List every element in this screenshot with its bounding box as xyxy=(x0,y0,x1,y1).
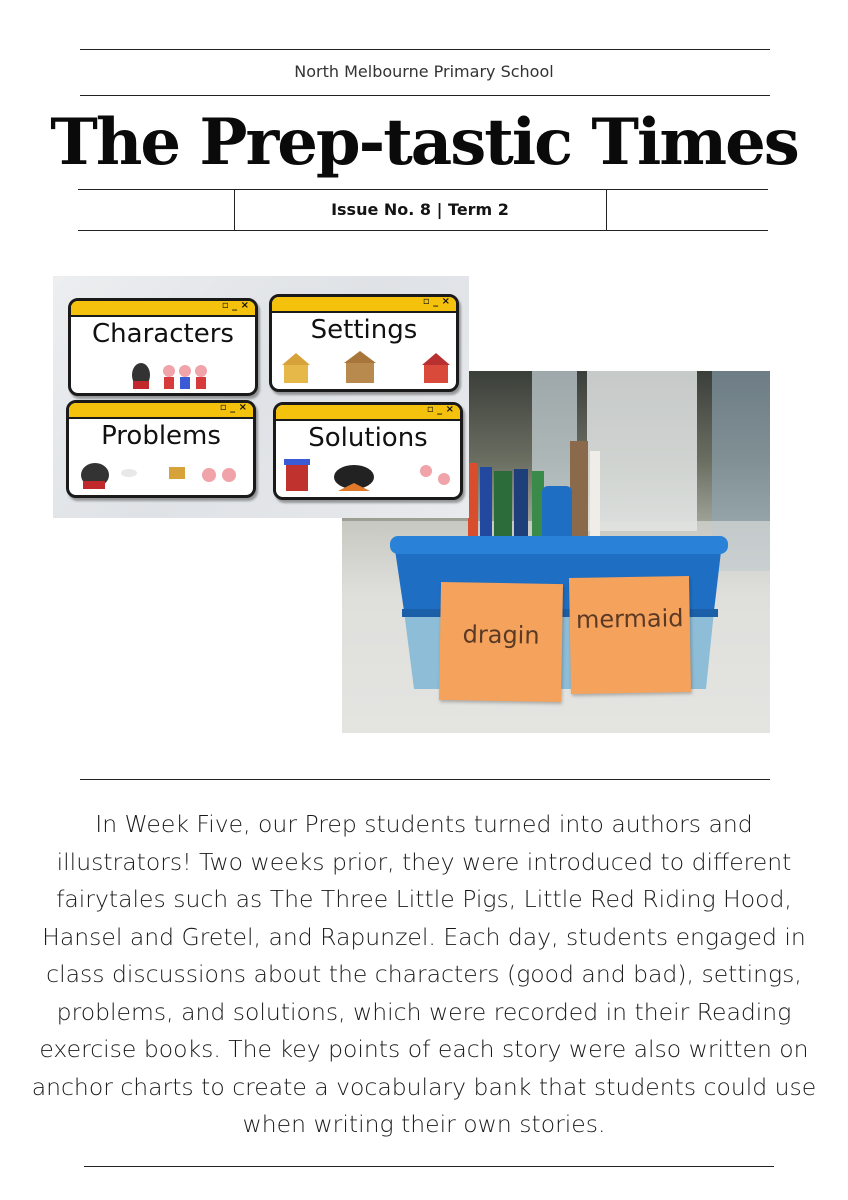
issue-box-right-divider xyxy=(606,189,607,230)
chimney-and-pot-icon xyxy=(276,457,460,495)
article-top-rule xyxy=(80,779,770,780)
card-titlebar xyxy=(272,297,456,313)
card-solutions-label: Solutions xyxy=(308,423,428,453)
sticky-note-dragin xyxy=(439,582,563,702)
card-characters-label: Characters xyxy=(92,319,234,349)
newsletter-title: The Prep-tastic Times xyxy=(50,105,798,180)
issue-label: Issue No. 8 | Term 2 xyxy=(331,200,509,219)
masthead-top-rule xyxy=(80,49,770,50)
article-body: In Week Five, our Prep students turned into authors and illustrators! Two weeks prior, they were introduced to different fairytales such as The Three Little Pigs, Little Red Riding Hood, Hansel and Gretel, and Rapunzel. Each day, students engaged in class discussions about the characters (good and bad), settings, problems, and solutions, which were recorded in their Reading exercise books. The key points of each story were also written on anchor charts to create a vocabulary bank that students could use when writing their own stories. xyxy=(31,810,817,1138)
card-problems-label: Problems xyxy=(101,421,221,451)
wolf-blowing-icon xyxy=(69,455,253,493)
card-titlebar xyxy=(71,301,255,317)
card-titlebar xyxy=(69,403,253,419)
issue-box-bottom-rule xyxy=(78,230,768,231)
masthead-mid-rule xyxy=(80,95,770,96)
sticky-note-mermaid xyxy=(569,576,691,694)
window-buttons-icon: ▫ _ × xyxy=(221,300,249,311)
school-name: North Melbourne Primary School xyxy=(294,62,554,81)
story-labels-photo xyxy=(53,276,469,518)
window-buttons-icon: ▫ _ × xyxy=(422,296,450,307)
wolf-and-pigs-icon xyxy=(71,355,255,391)
card-titlebar xyxy=(276,405,460,421)
window-buttons-icon: ▫ _ × xyxy=(426,404,454,415)
card-solutions xyxy=(273,402,463,500)
article-bottom-rule xyxy=(84,1166,774,1167)
sticky-note-dragin-text: dragin xyxy=(462,620,540,650)
card-problems xyxy=(66,400,256,498)
issue-box-top-rule xyxy=(78,189,768,190)
card-settings-label: Settings xyxy=(310,315,418,345)
card-characters xyxy=(68,298,258,396)
houses-icon xyxy=(272,349,456,387)
sticky-note-mermaid-text: mermaid xyxy=(575,604,684,634)
window-buttons-icon: ▫ _ × xyxy=(219,402,247,413)
card-settings xyxy=(269,294,459,392)
